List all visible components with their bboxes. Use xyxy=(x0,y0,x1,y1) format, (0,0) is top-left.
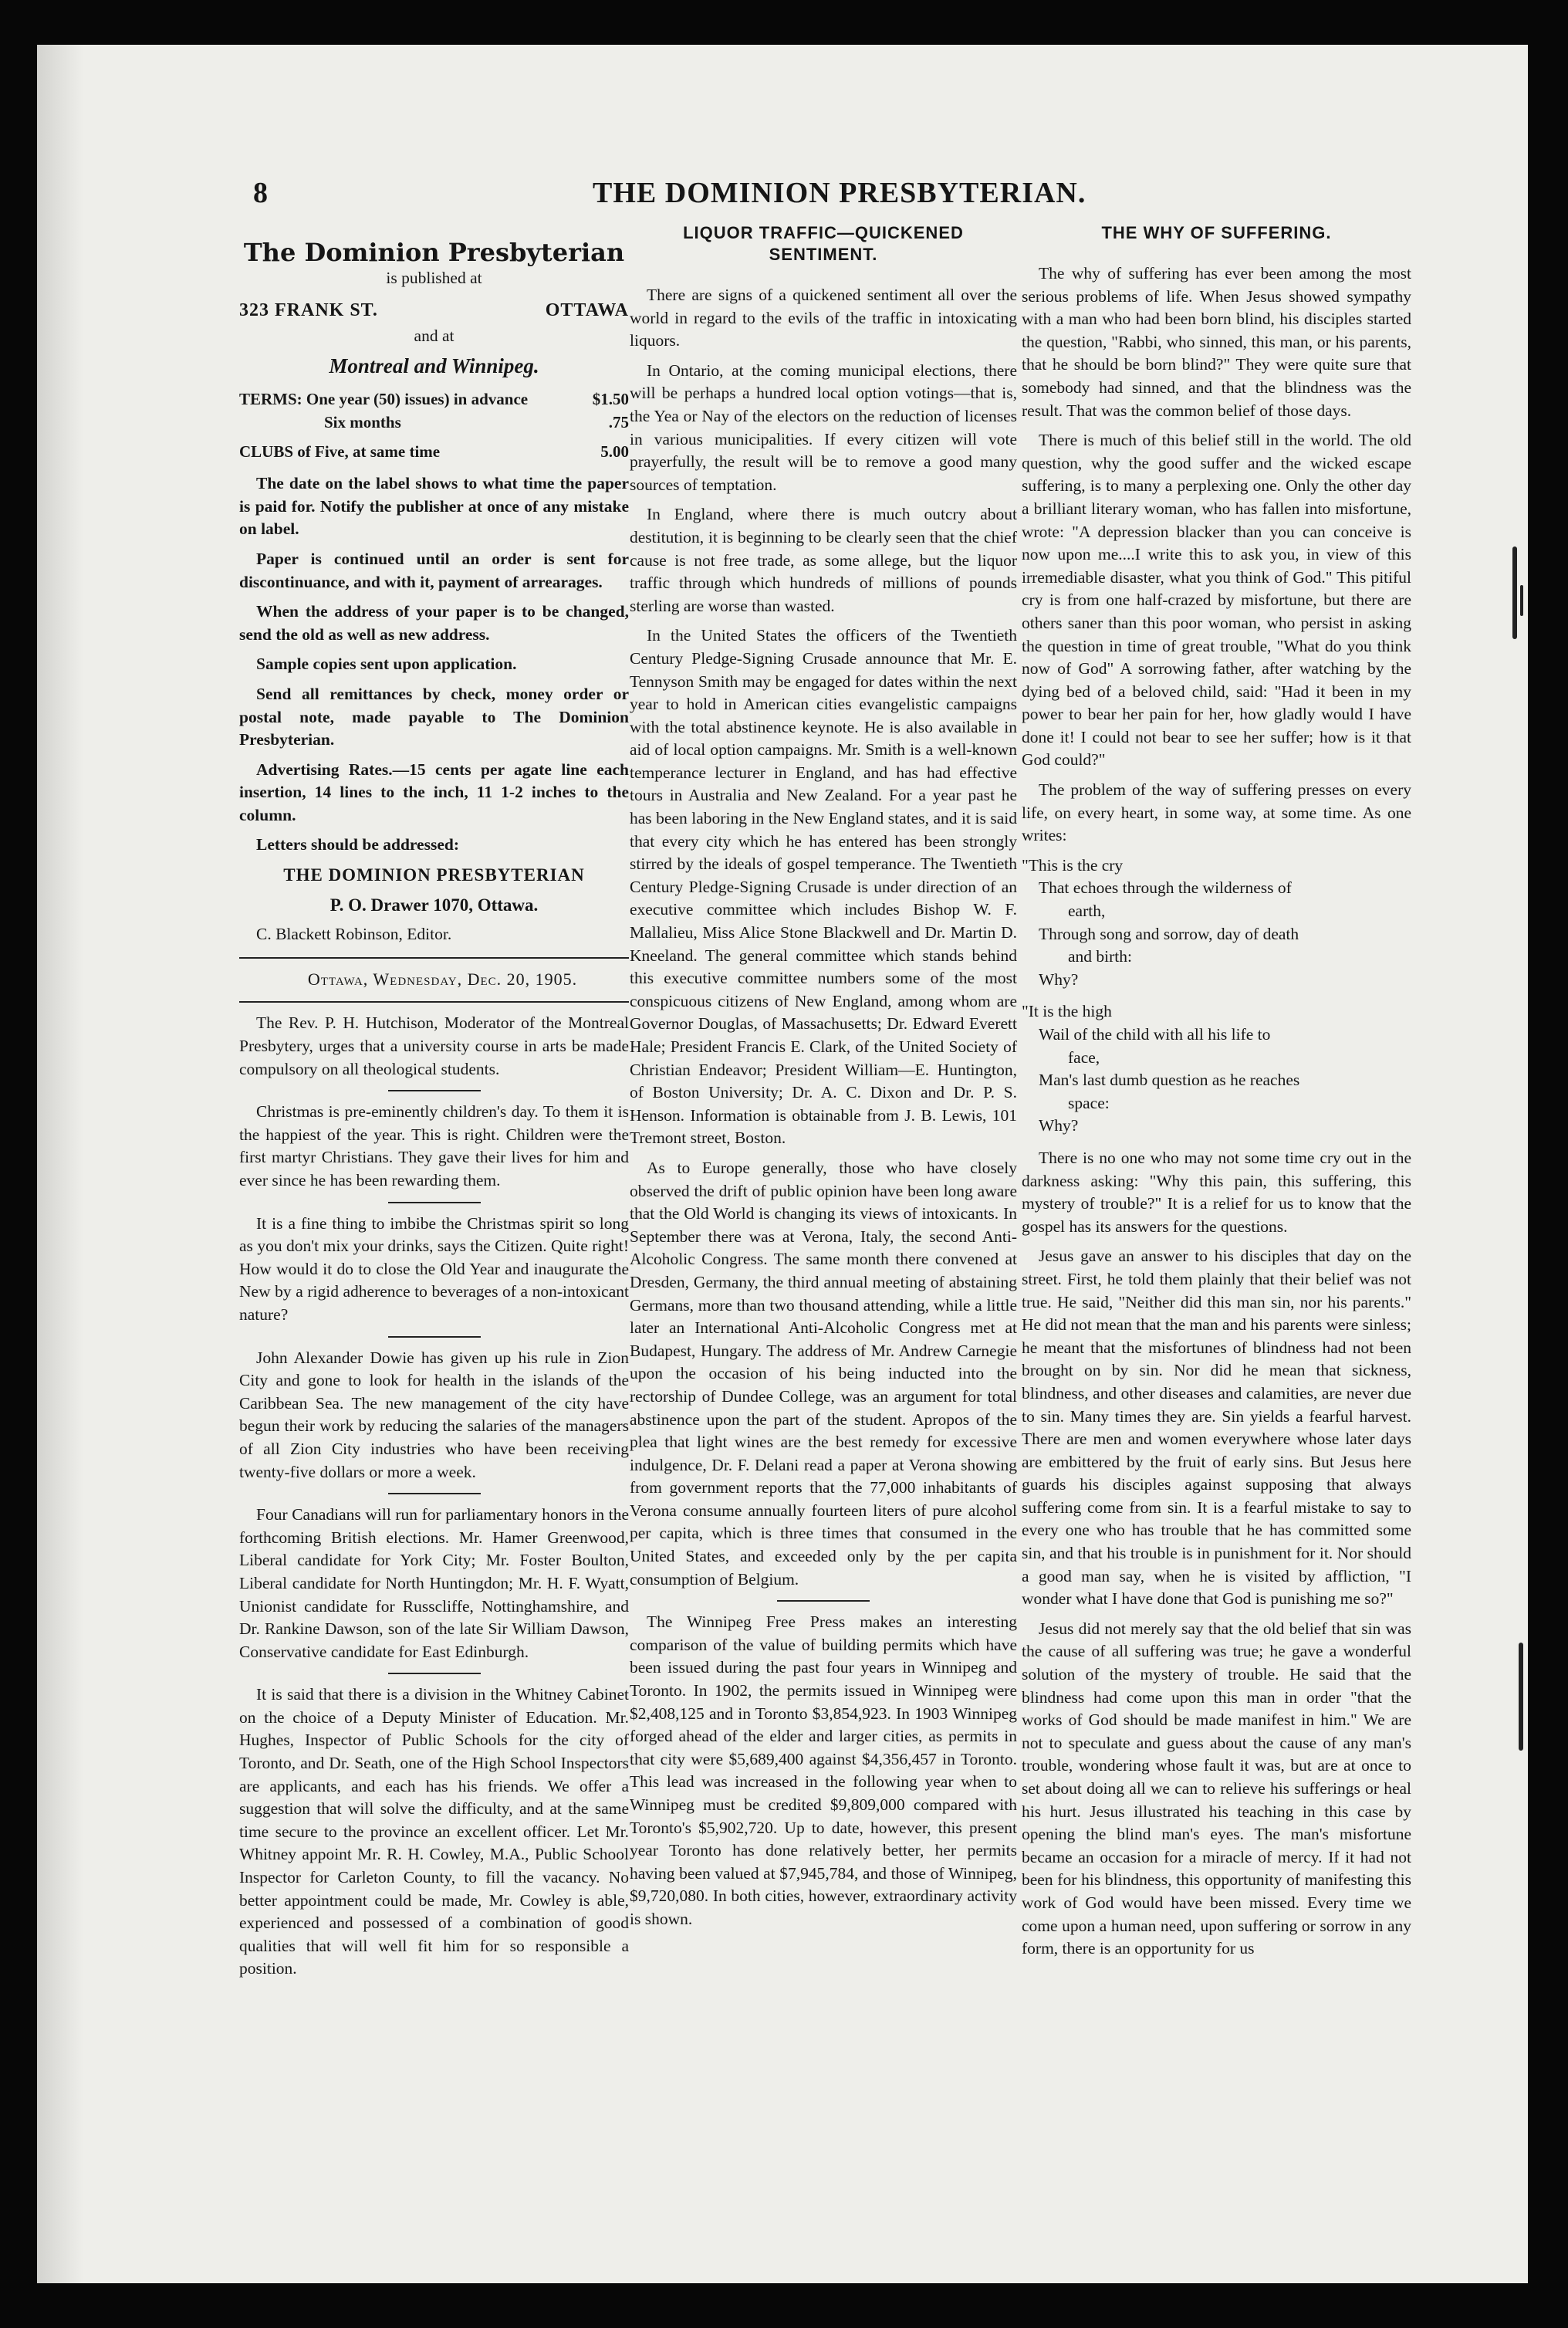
notice-ads: Advertising Rates.—15 cents per agate line each insertion, 14 lines to the inch, 11 1-2 inches to the column. xyxy=(239,760,629,824)
article-paragraph: Jesus did not merely say that the old belief that sin was the cause of all suffering was true; he gave a wonderful solution of the mystery of trouble. He said that the blindness had come upon this man in order "that the works of God should be made manifest in him." We are not to speculate and guess about the cause of any man's trouble, wondering whose fault it was, but are at once to set about doing all we can to relieve his sufferings or heal his hurt. Jesus illustrated his teaching in this case by opening the blind man's eyes. The man's misfortune became an occasion for a miracle of mercy. If it had not been for his blindness, this opportunity of manifesting this work of God would have been missed. Every time we come upon a human need, upon suffering or sorrow in any form, there is an opportunity for us xyxy=(1022,1619,1411,1958)
clubs-price: 5.00 xyxy=(600,442,629,461)
editorial-item: Christmas is pre-eminently children's day. To them it is the happiest of the year. This is right. Children were the first martyr Christians. They gave their lives for him and ever since he has been rewarding them. xyxy=(239,1102,629,1189)
notice-continued: Paper is continued until an order is sent for discontinuance, and with it, payment of arrearages. xyxy=(239,549,629,591)
column-why-of-suffering xyxy=(1022,222,1411,1968)
poem-line: "It is the high xyxy=(1022,1002,1112,1021)
letters-label: Letters should be addressed: xyxy=(256,835,459,854)
divider xyxy=(239,1001,629,1003)
divider xyxy=(777,1600,870,1602)
binding-mark xyxy=(1520,585,1523,616)
article-paragraph: Jesus gave an answer to his disciples that day on the street. First, he told them plainly that their belief was not true. He said, "Neither did this man sin, nor his parents." He did not mean that the man and his parents were sinless; he meant that the misfortunes of blindness had not been brought on by sin. Nor did he mean that sickness, blindness, and other diseases and calamities, are never due to sin. Many times they are. Sin yields a fearful harvest. There are men and women everywhere whose later days are embittered by the fruit of early sins. But Jesus here guards his disciples against supposing that always suffering come from sin. It is a fearful mistake to say to every one who has trouble that he has committed some sin, and that his trouble is in punishment for it. Nor should a good man say, when he is visited by affliction, "I wonder what I have done that God is punishing me so?" xyxy=(1022,1247,1411,1609)
editorial-item: Four Canadians will run for parliamentary honors in the forthcoming British elections. Mr. Hamer Greenwood, Liberal candidate for York City; Mr. Foster Boulton, Liberal candidate for North Huntingdon; Mr. H. F. Wyatt, Unionist candidate for Russcliffe, Nottinghamshire, and Dr. Rankine Dawson, son of the late Sir William Dawson, Conservative candidate for East Edinburgh. xyxy=(239,1505,629,1661)
article-title: THE WHY OF SUFFERING. xyxy=(1101,223,1332,242)
article-paragraph: There are signs of a quickened sentiment all over the world in regard to the evils of the traffic in intoxicating liquors. xyxy=(630,286,1017,350)
notice-remit: Send all remittances by check, money order or postal note, made payable to The Dominion Presbyterian. xyxy=(239,684,629,749)
article-title: LIQUOR TRAFFIC—QUICKENED SENTIMENT. xyxy=(683,223,964,264)
article-paragraph: The Winnipeg Free Press makes an interesting comparison of the value of building permits which have been issued during the past four years in Winnipeg and Toronto. In 1902, the permits issued in Winnipeg were $2,408,125 and in Toronto $3,854,923. In 1903 Winnipeg forged ahead of the elder and larger cities, as permits in that city were $5,689,400 against $4,356,457 in Toronto. This lead was increased in the following year when to Winnipeg must be credited $9,809,000 compared with Toronto's $5,902,720. Up to date, however, this present year Toronto has done relatively better, her permits having been valued at $7,945,784, and those of Winnipeg, $9,720,080. In both cities, however, extraordinary activity is shown. xyxy=(630,1612,1017,1928)
column-masthead xyxy=(239,238,629,1988)
poem-stanza xyxy=(1022,1000,1411,1138)
street-address xyxy=(239,299,629,323)
poem-line: Why? xyxy=(1039,969,1079,989)
branch-cities: Montreal and Winnipeg. xyxy=(329,354,539,377)
poem-stanza xyxy=(1022,854,1411,992)
divider xyxy=(388,1090,481,1091)
running-head: THE DOMINION PRESBYTERIAN. xyxy=(593,177,1086,209)
masthead-name: The Dominion Presbyterian xyxy=(243,238,625,267)
poem-line: space: xyxy=(1068,1093,1110,1112)
page-number: 8 xyxy=(253,177,268,209)
poem-line: Through song and sorrow, day of death xyxy=(1039,924,1299,943)
terms-label: TERMS: One year (50) issues) in advance xyxy=(239,390,529,409)
newspaper-page xyxy=(37,45,1528,2283)
poem-line: face, xyxy=(1068,1047,1100,1067)
article-paragraph: The why of suffering has ever been among the most serious problems of life. When Jesus showed sympathy with a man who had been born blind, his disciples started the question, "Rabbi, who sinned, this man, or his parents, that he should be born blind?" They were quite sure that somebody had sinned, and that the blindness was the result. That was the common belief of those days. xyxy=(1022,264,1411,420)
article-paragraph: As to Europe generally, those who have closely observed the drift of public opinion have been long aware that the Old World is changing its views of intoxicants. In September there was at Verona, Italy, the second Anti-Alcoholic Congress. The same month there convened at Dresden, Germany, the third annual meeting of abstaining Germans, more than two thousand attending, while a little later an International Anti-Alcoholic Congress met at Budapest, Hungary. The address of Mr. Andrew Carnegie upon the occasion of his being inducted into the rectorship of Dundee College, was an argument for total abstinence upon the part of the student. Apropos of the plea that light wines are the best remedy for excessive indulgence, Dr. F. Delani read a paper at Verona showing from government reports that the 77,000 inhabitants of Verona consume annually fourteen liters of pure alcohol per capita, which is three times that consumed in the United States, and exceeded only by the per capita consumption of Belgium. xyxy=(630,1158,1017,1589)
article-paragraph: The problem of the way of suffering presses on every life, on every heart, in some way, at some time. As one writes: xyxy=(1022,780,1411,845)
subscription-terms xyxy=(239,388,629,463)
column-liquor-traffic xyxy=(630,222,1017,1938)
article-paragraph: There is much of this belief still in the world. The old question, why the good suffer and the wicked escape suffering, is to many a perplexing one. Only the other day a brilliant literary woman, who has fallen into misfortune, wrote: "A depression blacker than you can conceive is now upon me....I write this to ask you, in view of this irremediable disaster, what you think of God." This pitiful cry is from one half-crazed by misfortune, but there are others saner than this poor woman, who persist in asking the question in time of great trouble, "What do you think now of God" A sorrowing father, after watching by the dying bed of a beloved child, said: "Had it been in my power to bear her pain for her, how gladly would I have done it! I could not bear to see her suffer; how is it that God could?" xyxy=(1022,431,1411,770)
notice-sample: Sample copies sent upon application. xyxy=(256,655,517,674)
editorial-item: The Rev. P. H. Hutchison, Moderator of the Montreal Presbytery, urges that a university course in arts be made compulsory on all theological students. xyxy=(239,1013,629,1078)
clubs-label: CLUBS of Five, at same time xyxy=(239,442,441,461)
terms-price: $1.50 xyxy=(592,390,629,409)
page-edge-shadow xyxy=(37,45,83,2283)
divider xyxy=(239,957,629,959)
street: 323 FRANK ST. xyxy=(239,299,378,320)
divider xyxy=(388,1202,481,1203)
address-box: P. O. Drawer 1070, Ottawa. xyxy=(329,895,539,915)
address-name: THE DOMINION PRESBYTERIAN xyxy=(283,865,585,885)
editorial-item: It is said that there is a division in the Whitney Cabinet on the choice of a Deputy Minister of Education. Mr. Hughes, Inspector of Public Schools for the city of Toronto, and Dr. Seath, one of the High School Inspectors are applicants, and each has his friends. We offer a suggestion that will solve the difficulty, and at the same time secure to the province an excellent officer. Let Mr. Whitney appoint Mr. R. H. Cowley, M.A., Public School Inspector for Carleton County, to fill the vacancy. No better appointment could be made, Mr. Cowley is able, experienced and possessed of a combination of good qualities that will well fit him for so responsible a position. xyxy=(239,1685,629,1978)
poem-line: Why? xyxy=(1039,1116,1079,1135)
city: OTTAWA xyxy=(545,299,629,320)
article-paragraph: There is no one who may not some time cry out in the darkness asking: "Why this pain, this suffering, this mystery of trouble?" It is a relief for us to know that the gospel has its answers for the questions. xyxy=(1022,1148,1411,1236)
six-months-label: Six months xyxy=(324,412,401,431)
editor-line: C. Blackett Robinson, Editor. xyxy=(256,925,452,944)
dateline: Ottawa, Wednesday, Dec. 20, 1905. xyxy=(307,969,578,989)
divider xyxy=(388,1493,481,1494)
poem-line: That echoes through the wilderness of xyxy=(1039,878,1292,898)
article-paragraph: In Ontario, at the coming municipal elections, there will be perhaps a hundred local option votings—that is, the Yea or Nay of the electors on the reduction of licenses in various municipalities. If every citizen will vote prayerfully, the result will be to remove a good many sources of temptation. xyxy=(630,360,1017,494)
poem-line: Man's last dumb question as he reaches xyxy=(1039,1071,1300,1090)
divider xyxy=(388,1336,481,1338)
editorial-item: It is a fine thing to imbibe the Christmas spirit so long as you don't mix your drinks, says the Citizen. Quite right! How would it do to close the Old Year and inaugurate the New by a rigid adherence to beverages of a non-intoxicant nature? xyxy=(239,1213,629,1324)
poem-line: "This is the cry xyxy=(1022,855,1124,875)
published-at: is published at xyxy=(386,269,482,287)
binding-mark xyxy=(1512,546,1517,639)
and-at: and at xyxy=(414,327,455,346)
poem-line: earth, xyxy=(1068,902,1106,921)
article-paragraph: In England, where there is much outcry about destitution, it is beginning to be clearly seen that the chief cause is not free trade, as some allege, but the liquor traffic through which hundreds of millions of pounds sterling are worse than wasted. xyxy=(630,505,1017,615)
article-paragraph: In the United States the officers of the Twentieth Century Pledge-Signing Crusade announce that Mr. E. Tennyson Smith may be engaged for dates within the next year to hold in American cities evangelistic campaigns with the total abstinence keynote. He is also available in aid of local option campaigns. Mr. Smith is a well-known temperance lecturer in England, and has had effective tours in Australia and New Zealand. For a year past he has been laboring in the New England states, and it is said that every city which he has entered has been strongly stirred by the ideals of gospel temperance. The Twentieth Century Pledge-Signing Crusade is under direction of an executive committee which includes Bishop W. F. Mallalieu, Miss Alice Stone Blackwell and Dr. Martin D. Kneeland. The general committee which stands behind this executive committee numbers some of the most conspicuous citizens of New England, among whom are Governor Douglas, of Massachusetts; Dr. Edward Everett Hale; President Francis E. Clark, of the United Society of Christian Endeavor; President William—E. Huntington, of Boston University; Dr. A. C. Dixon and Dr. P. S. Henson. Information is obtainable from J. B. Lewis, 101 Tremont street, Boston. xyxy=(630,626,1017,1148)
six-months-price: .75 xyxy=(608,412,629,431)
binding-mark xyxy=(1519,1643,1523,1751)
poem-line: and birth: xyxy=(1068,947,1132,966)
editorial-item: John Alexander Dowie has given up his rule in Zion City and gone to look for health in the islands of the Caribbean Sea. The new management of the city have begun their work by reducing the salaries of the managers of all Zion City industries who have been receiving twenty-five dollars or more a week. xyxy=(239,1348,629,1481)
poem-line: Wail of the child with all his life to xyxy=(1039,1025,1271,1044)
notice-address: When the address of your paper is to be changed, send the old as well as new address. xyxy=(239,602,629,644)
divider xyxy=(388,1673,481,1674)
notice-date: The date on the label shows to what time the paper is paid for. Notify the publisher at once of any mistake on label. xyxy=(239,474,629,539)
